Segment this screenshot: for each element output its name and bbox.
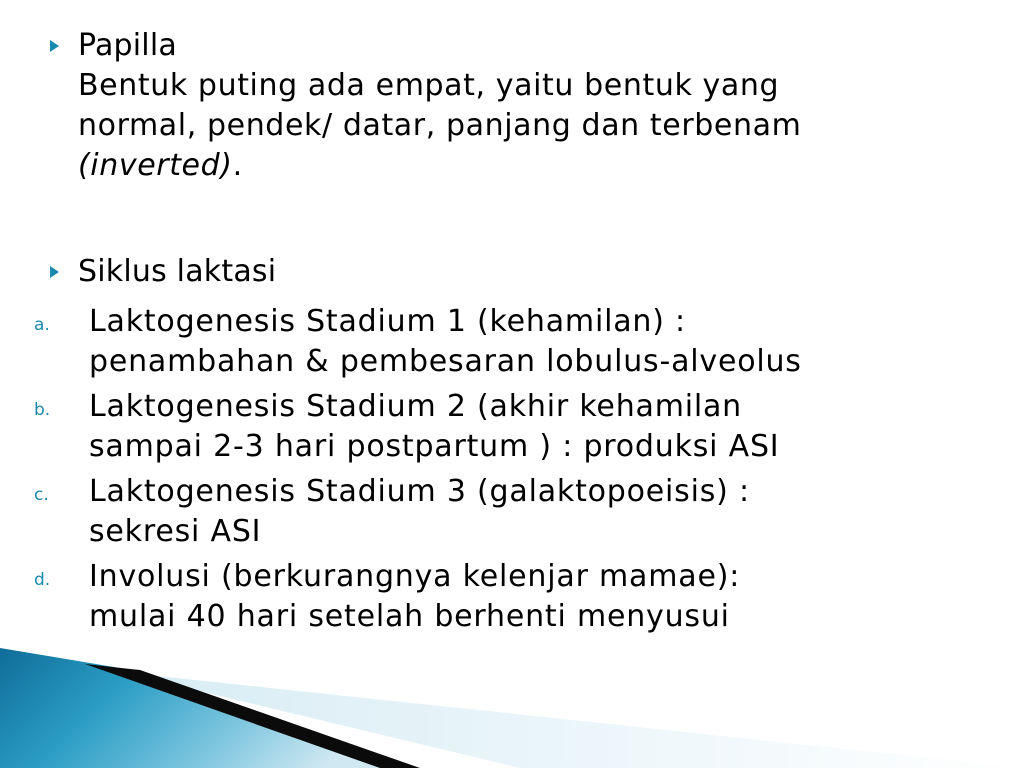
- paragraph-line-last: [78, 146, 1010, 186]
- list-item-line: Laktogenesis Stadium 2 (akhir kehamilan: [89, 389, 742, 424]
- list-marker: b.: [34, 400, 51, 420]
- bullet-papilla: [50, 26, 1010, 186]
- paragraph-line: normal, pendek/ datar, panjang dan terbenam: [78, 108, 802, 143]
- bullet-heading: Papilla: [78, 28, 177, 63]
- list-marker: d.: [34, 570, 51, 590]
- list-item-text: [89, 302, 802, 382]
- paragraph-line: Bentuk puting ada empat, yaitu bentuk yang: [78, 68, 780, 103]
- list-item-text: [89, 387, 779, 467]
- bullet-heading: Siklus laktasi: [78, 254, 277, 289]
- bullet-siklus-laktasi: [50, 252, 1010, 292]
- list-item-line: sampai 2-3 hari postpartum ) : produksi ASI: [89, 429, 780, 464]
- list-item: [34, 472, 1014, 552]
- list-marker: c.: [34, 485, 49, 505]
- sentence-end: .: [232, 148, 243, 183]
- italic-term: (inverted): [78, 148, 233, 183]
- list-item: [34, 302, 1014, 382]
- list-item: [34, 557, 1014, 637]
- bullet-paragraph: [78, 66, 1010, 186]
- list-item-line: mulai 40 hari setelah berhenti menyusui: [89, 599, 730, 634]
- bullet-arrow-icon: [50, 40, 59, 52]
- list-item-text: [89, 557, 740, 637]
- list-item-line: Laktogenesis Stadium 1 (kehamilan) :: [89, 304, 686, 339]
- list-item-line: Laktogenesis Stadium 3 (galaktopoeisis) :: [89, 474, 750, 509]
- list-marker: a.: [34, 315, 50, 335]
- list-item-line: sekresi ASI: [89, 514, 262, 549]
- list-item: [34, 387, 1014, 467]
- list-item-line: penambahan & pembesaran lobulus-alveolus: [89, 344, 802, 379]
- list-item-line: Involusi (berkurangnya kelenjar mamae):: [89, 559, 741, 594]
- bullet-arrow-icon: [50, 266, 59, 278]
- list-item-text: [89, 472, 750, 552]
- lactation-stage-list: [34, 302, 1014, 642]
